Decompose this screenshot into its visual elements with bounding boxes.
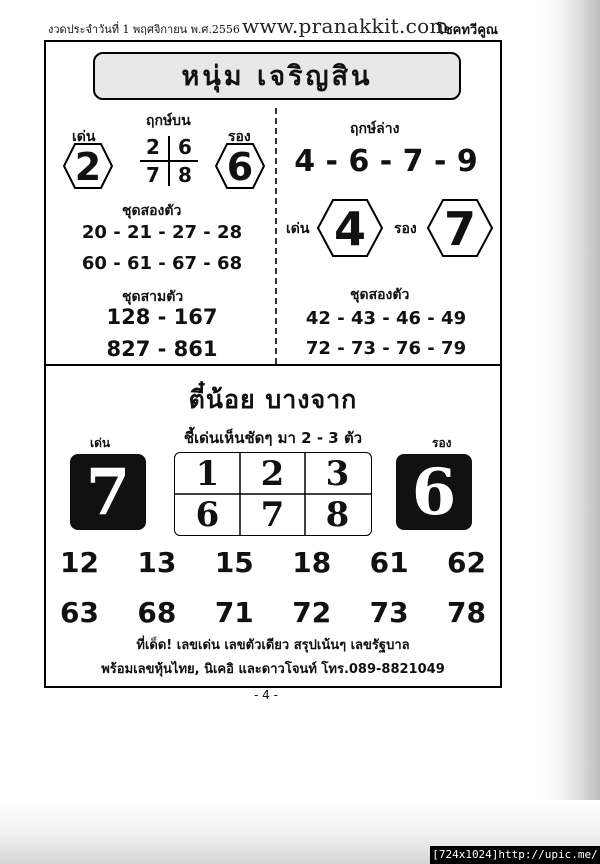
left-two-digit-row: 20 - 21 - 27 - 28 <box>81 222 243 243</box>
number-item: 62 <box>447 546 486 579</box>
left-second-hexagon <box>214 142 266 190</box>
number-item: 15 <box>214 546 254 579</box>
grid-cell: 6 <box>195 495 220 535</box>
upload-watermark: [724x1024]http://upic.me/ <box>430 846 600 864</box>
right-second-label: รอง <box>394 221 417 237</box>
number-item: 71 <box>214 596 254 629</box>
three-digit-label: ชุดสามตัว <box>122 289 184 305</box>
three-digit-row: 128 - 167 <box>106 305 218 329</box>
page-number: - 4 - <box>254 688 278 702</box>
number-row-2 <box>60 596 486 629</box>
bottom-sequence: 4 - 6 - 7 - 9 <box>294 144 478 179</box>
left-second-label: รอง <box>228 129 251 145</box>
issue-date: งวดประจำวันที่ 1 พฤศจิกายน พ.ศ.2556 <box>48 23 240 36</box>
page-header <box>46 12 498 38</box>
lower-title: ตี๋น้อย บางจาก <box>188 385 358 414</box>
left-two-digit-label: ชุดสองตัว <box>122 203 182 219</box>
top-digit-grid <box>138 134 200 188</box>
left-second-digit: 6 <box>226 145 254 189</box>
left-two-digit-row: 60 - 61 - 67 - 68 <box>81 253 243 274</box>
number-item: 78 <box>447 596 486 629</box>
grid-cell: 2 <box>146 135 160 159</box>
number-item: 12 <box>60 546 99 579</box>
footer-line-2: พร้อมเลขหุ้นไทย, นิเคอิ และดาวโจนท์ โทร.089-8821049 <box>101 662 445 677</box>
grid-cell: 8 <box>325 495 350 535</box>
site-url: www.pranakkit.com <box>242 14 449 38</box>
number-item: 68 <box>137 596 177 629</box>
number-item: 63 <box>60 596 99 629</box>
lower-lead-box: 7 <box>70 454 146 530</box>
right-two-digit-label: ชุดสองตัว <box>350 287 410 303</box>
right-two-digit-row: 72 - 73 - 76 - 79 <box>305 338 467 359</box>
grid-cell: 2 <box>260 454 285 494</box>
number-item: 72 <box>292 596 332 629</box>
right-lead-hexagon <box>316 198 384 258</box>
right-two-digit-row: 42 - 43 - 46 - 49 <box>305 308 467 329</box>
lower-lead-label: เด่น <box>90 436 111 450</box>
right-second-hexagon <box>426 198 494 258</box>
left-lead-digit: 2 <box>74 145 102 189</box>
number-item: 18 <box>292 546 332 579</box>
grid-cell: 7 <box>146 163 160 187</box>
left-lead-label: เด่น <box>72 129 96 145</box>
grid-cell: 8 <box>178 163 192 187</box>
right-lead-digit: 4 <box>333 202 366 256</box>
grid-cell: 1 <box>195 454 220 494</box>
content-frame <box>44 40 502 688</box>
horizontal-divider <box>46 364 500 366</box>
right-second-digit: 7 <box>443 202 476 256</box>
right-lead-label: เด่น <box>286 221 310 237</box>
lower-digit-grid <box>174 452 372 536</box>
upper-title: หนุ่ม เจริญสิน <box>93 52 461 100</box>
lower-subtitle: ชี้เด่นเห็นชัดๆ มา 2 - 3 ตัว <box>183 429 363 447</box>
grid-cell: 6 <box>178 135 192 159</box>
left-lead-hexagon <box>62 142 114 190</box>
vertical-divider <box>275 108 277 364</box>
footer-line-1: ที่เด็ด! เลขเด่น เลขตัวเดียว สรุปเน้นๆ เลขรัฐบาล <box>136 638 410 653</box>
number-item: 13 <box>137 546 177 579</box>
page-edge-shadow-right <box>542 0 600 864</box>
number-item: 61 <box>369 546 409 579</box>
top-label: ฤกษ์บน <box>146 113 191 129</box>
number-row-1 <box>60 546 486 579</box>
number-item: 73 <box>369 596 409 629</box>
grid-cell: 7 <box>260 495 285 535</box>
brand-name: โชคทวีคูณ <box>436 23 498 38</box>
lower-second-box: 6 <box>396 454 472 530</box>
three-digit-row: 827 - 861 <box>106 337 218 361</box>
bottom-label: ฤกษ์ล่าง <box>350 121 400 137</box>
lower-second-label: รอง <box>432 436 452 450</box>
grid-cell: 3 <box>325 454 350 494</box>
